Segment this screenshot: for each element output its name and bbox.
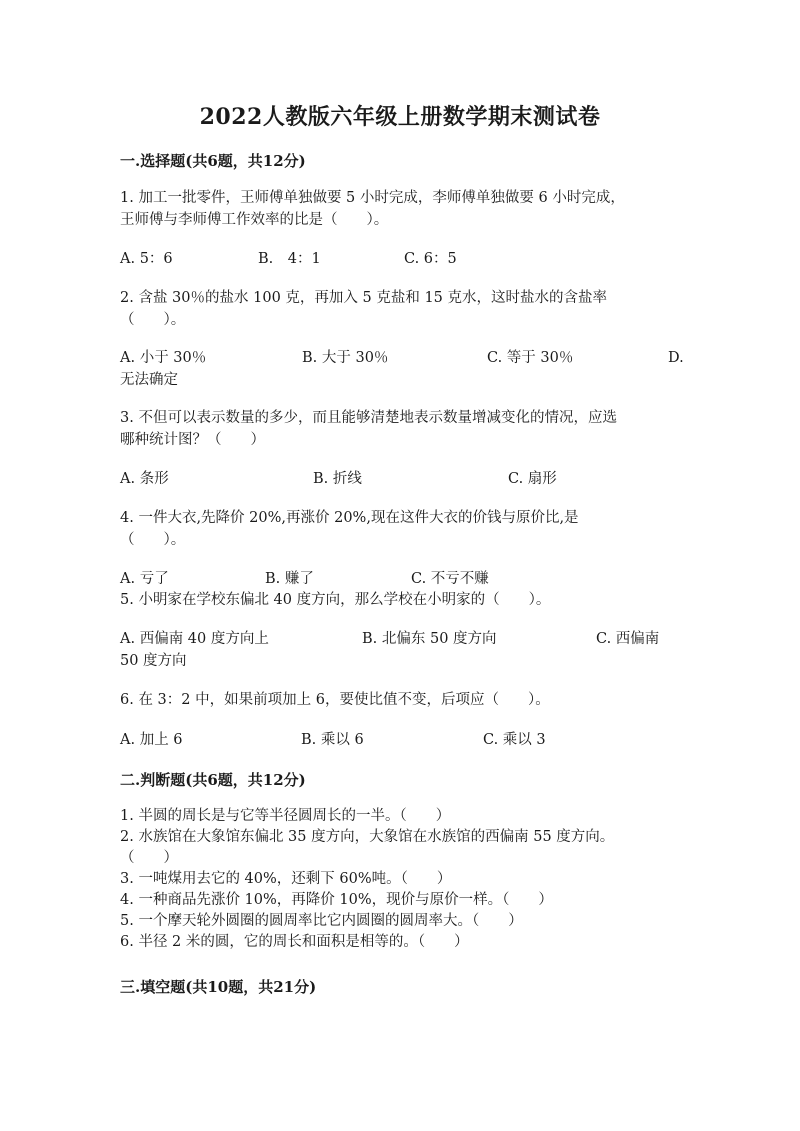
question-text: 2. 含盐 30％的盐水 100 克，再加入 5 克盐和 15 克水，这时盐水的含盐率 [120,290,608,306]
option-a: A. 加上 6 [120,732,183,748]
list-item: 5. 一个摩天轮外圆圈的圆周率比它内圆圈的圆周率大。（ ） [120,913,523,929]
question-text: 1. 加工一批零件，王师傅单独做要 5 小时完成，李师傅单独做要 6 小时完成， [120,190,625,206]
list-item: （ ） [120,850,178,866]
option-d: D. [668,350,684,366]
question-5 [120,589,680,611]
option-b: B. 北偏东 50 度方向 [362,631,497,647]
list-item: 4. 一种商品先涨价 10%，再降价 10%，现价与原价一样。（ ） [120,892,553,908]
question-text: （ ）。 [120,532,186,548]
option-b: B. 大于 30％ [302,350,389,366]
question-6 [120,689,680,711]
question-text: 4. 一件大衣,先降价 20%,再涨价 20%,现在这件大衣的价钱与原价比,是 [120,510,579,526]
option-a: A. 条形 [120,471,169,487]
option-b: B. 折线 [313,471,362,487]
page-title: 2022人教版六年级上册数学期末测试卷 [199,104,601,130]
question-text: 哪种统计图？（ ） [120,432,265,448]
question-4 [120,507,680,551]
option-a: A. 小于 30％ [120,350,207,366]
option-b: B. 赚了 [265,571,314,587]
option-c: C. 西偏南 [596,631,660,647]
question-text: 6. 在 3：2 中，如果前项加上 6，要使比值不变，后项应（ ）。 [120,692,550,708]
section-heading-fill-blank: 三.填空题(共10题，共21分) [120,978,317,996]
option-b: B. 4：1 [258,251,321,267]
list-item: 6. 半径 2 米的圆，它的周长和面积是相等的。（ ） [120,934,469,950]
option-c: C. 扇形 [508,471,557,487]
question-2 [120,287,680,331]
option-a: A. 西偏南 40 度方向上 [120,631,269,647]
question-1 [120,187,680,231]
list-item: 1. 半圆的周长是与它等半径圆周长的一半。（ ） [120,808,451,824]
option-d-continued: 无法确定 [120,372,178,388]
question-text: 王师傅与李师傅工作效率的比是（ ）。 [120,212,389,228]
question-text: （ ）。 [120,312,186,328]
option-c: C. 6：5 [404,251,457,267]
option-c: C. 等于 30％ [487,350,574,366]
option-a: A. 5：6 [120,251,173,267]
true-false-list [120,806,690,953]
option-c: C. 乘以 3 [483,732,546,748]
list-item: 3. 一吨煤用去它的 40%，还剩下 60%吨。（ ） [120,871,452,887]
option-a: A. 亏了 [120,571,169,587]
option-c: C. 不亏不赚 [411,571,489,587]
section-heading-true-false: 二.判断题(共6题，共12分) [120,771,306,789]
section-heading-choice: 一.选择题(共6题，共12分) [120,152,306,170]
question-text: 3. 不但可以表示数量的多少，而且能够清楚地表示数量增减变化的情况，应选 [120,410,617,426]
option-b: B. 乘以 6 [301,732,364,748]
option-c-continued: 50 度方向 [120,653,187,669]
list-item: 2. 水族馆在大象馆东偏北 35 度方向，大象馆在水族馆的西偏南 55 度方向。 [120,829,615,845]
question-3 [120,407,680,451]
question-text: 5. 小明家在学校东偏北 40 度方向，那么学校在小明家的（ ）。 [120,592,551,608]
